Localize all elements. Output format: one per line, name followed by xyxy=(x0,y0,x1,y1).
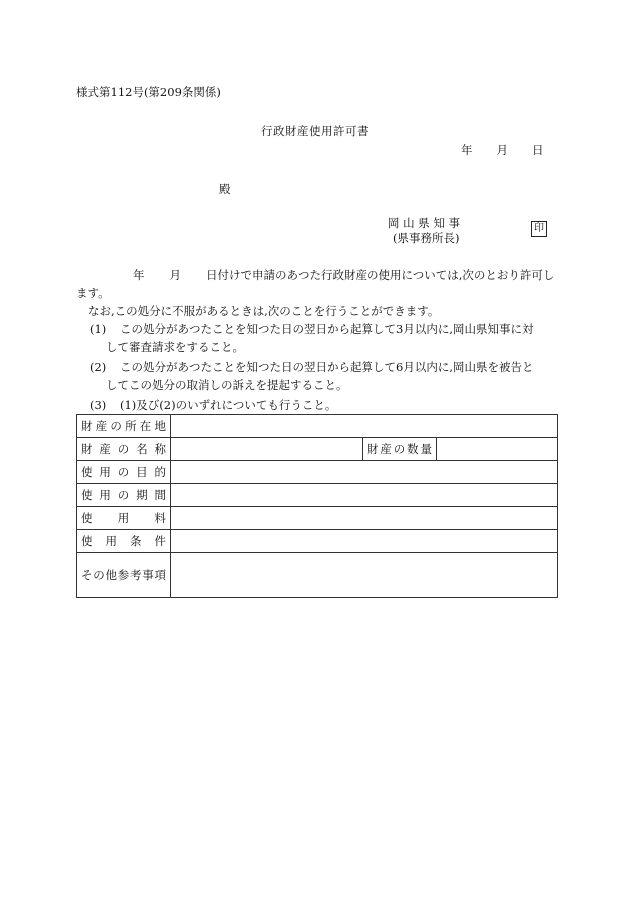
fee-label: 使用料 xyxy=(77,507,171,530)
conditions-label: 使用条件 xyxy=(77,530,171,553)
quantity-label: 財産の数量 xyxy=(363,438,437,461)
body-paragraph-permission xyxy=(76,266,560,302)
table-row xyxy=(77,530,558,553)
table-row xyxy=(77,553,558,598)
appeal-item-text: この処分があつたことを知つた日の翌日から起算して3月以内に,岡山県知事に対 xyxy=(120,322,534,336)
table-row xyxy=(77,438,558,461)
form-number: 様式第112号(第209条関係) xyxy=(76,85,221,99)
appeal-item-number: (1) xyxy=(90,322,107,336)
property-name-label: 財産の名称 xyxy=(77,438,171,461)
period-label: 使用の期間 xyxy=(77,484,171,507)
location-label: 財産の所在地 xyxy=(77,415,171,438)
issuer-subtitle: (県事務所長) xyxy=(393,231,460,245)
issue-date xyxy=(461,142,544,158)
other-notes-field[interactable] xyxy=(171,553,558,598)
appeal-item-text: (1)及び(2)のいずれについても行うこと。 xyxy=(120,398,337,412)
appeal-item-text-cont: してこの処分の取消しの訴えを提起すること。 xyxy=(106,378,348,392)
purpose-field[interactable] xyxy=(171,461,558,484)
appeal-item xyxy=(90,358,558,394)
appeal-item-number: (2) xyxy=(90,360,107,374)
table-row xyxy=(77,461,558,484)
body-date-year: 年 xyxy=(133,268,145,282)
appeal-item xyxy=(90,396,558,414)
addressee-suffix: 殿 xyxy=(219,182,231,196)
document-title: 行政財産使用許可書 xyxy=(261,124,369,138)
other-notes-label: その他参考事項 xyxy=(77,553,171,598)
date-year-label: 年 xyxy=(461,143,473,157)
appeal-item xyxy=(90,320,558,356)
date-day-label: 日 xyxy=(532,143,544,157)
appeal-item-text: この処分があつたことを知つた日の翌日から起算して6月以内に,岡山県を被告と xyxy=(120,360,534,374)
table-row xyxy=(77,484,558,507)
body-date-month: 月 xyxy=(169,268,181,282)
location-field[interactable] xyxy=(171,415,558,438)
fee-field[interactable] xyxy=(171,507,558,530)
seal-stamp: 印 xyxy=(531,221,547,237)
table-row xyxy=(77,415,558,438)
body-paragraph-appeal: なお,この処分に不服があるときは,次のことを行うことができます。 xyxy=(88,304,440,318)
appeal-item-number: (3) xyxy=(90,398,107,412)
appeal-item-text-cont: して審査請求をすること。 xyxy=(106,340,244,354)
body-paragraph-text: 日付けで申請のあつた行政財産の使用については,次のとおり許可します。 xyxy=(76,268,555,300)
property-info-table xyxy=(76,414,558,598)
property-name-field[interactable] xyxy=(171,438,363,461)
period-field[interactable] xyxy=(171,484,558,507)
conditions-field[interactable] xyxy=(171,530,558,553)
quantity-field[interactable] xyxy=(437,438,558,461)
purpose-label: 使用の目的 xyxy=(77,461,171,484)
issuer-name: 岡 山 県 知 事 xyxy=(388,216,461,230)
table-row xyxy=(77,507,558,530)
date-month-label: 月 xyxy=(496,143,508,157)
